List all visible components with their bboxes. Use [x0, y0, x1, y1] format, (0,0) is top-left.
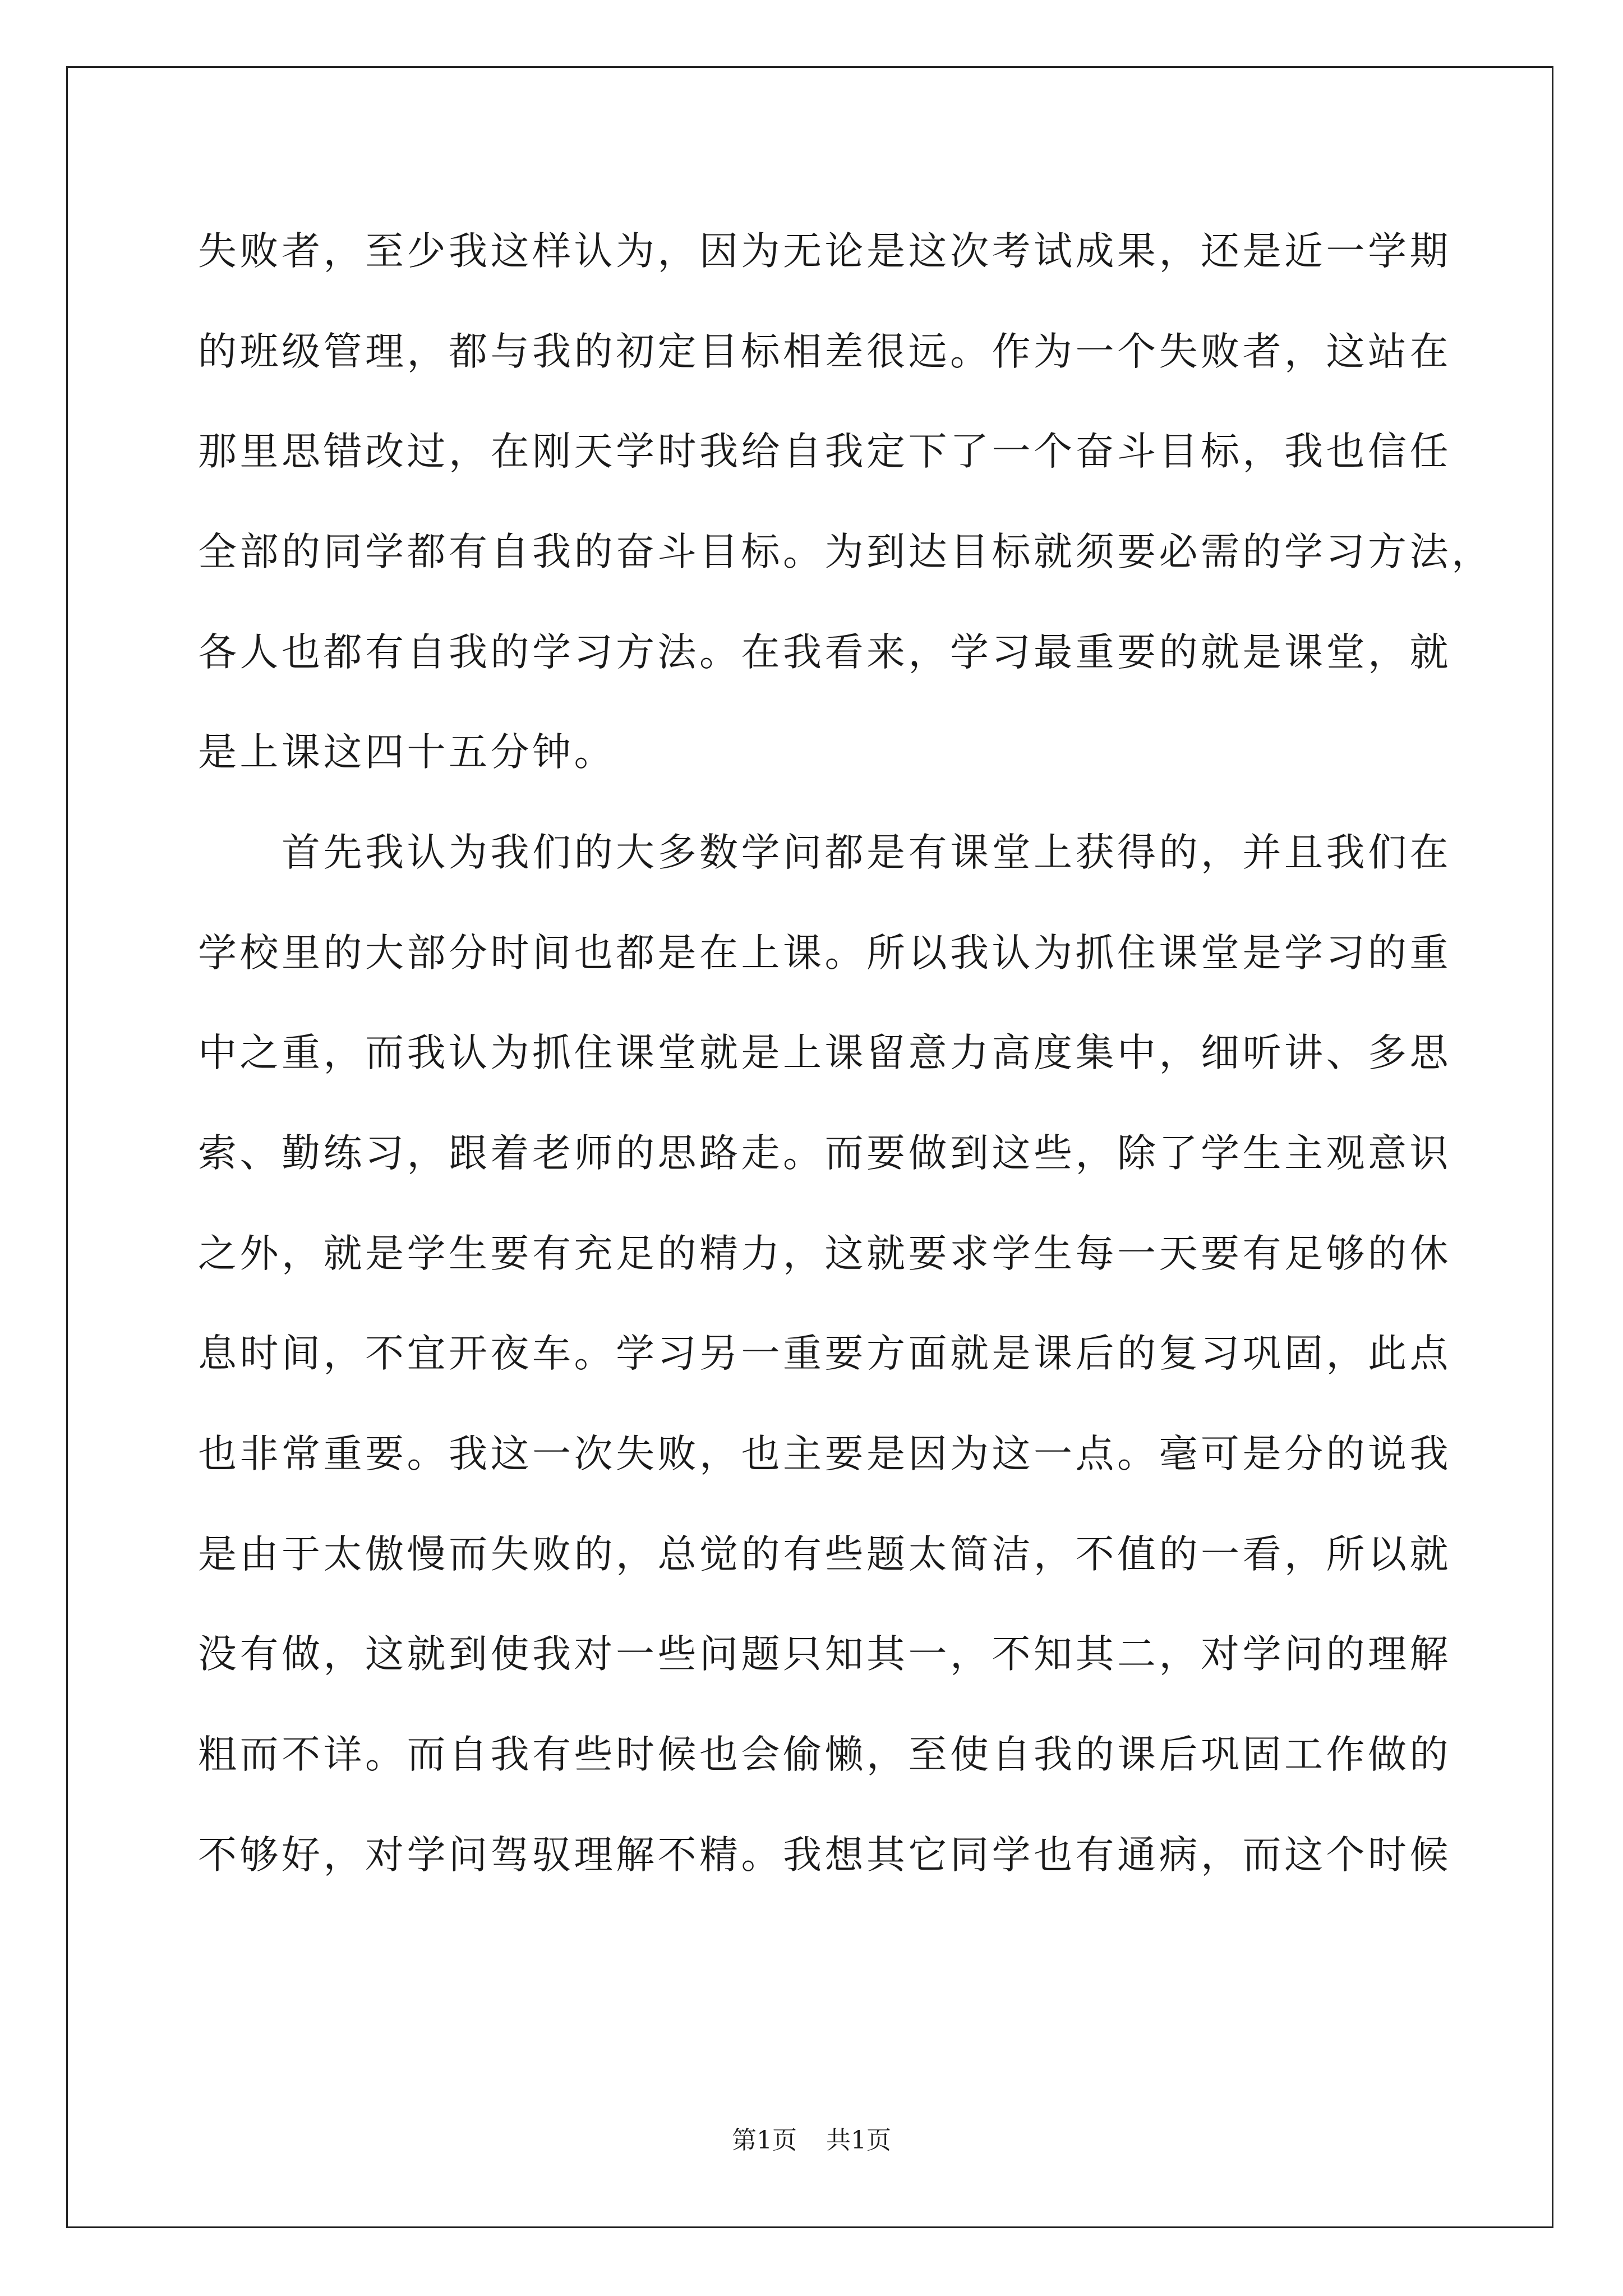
- text-line: 首先我认为我们的大多数学问都是有课堂上获得的，并且我们在: [282, 830, 1451, 875]
- text-line: 各人也都有自我的学习方法。在我看来，学习最重要的就是课堂，就: [198, 630, 1451, 675]
- text-line: 息时间，不宜开夜车。学习另一重要方面就是课后的复习巩固，此点: [198, 1331, 1451, 1376]
- text-line: 是由于太傲慢而失败的，总觉的有些题太简洁，不值的一看，所以就: [198, 1532, 1451, 1577]
- text-line: 学校里的大部分时间也都是在上课。所以我认为抓住课堂是学习的重: [198, 931, 1451, 976]
- text-line: 全部的同学都有自我的奋斗目标。为到达目标就须要必需的学习方法，: [198, 530, 1493, 574]
- text-line: 之外，就是学生要有充足的精力，这就要求学生每一天要有足够的休: [198, 1231, 1451, 1276]
- text-line: 的班级管理，都与我的初定目标相差很远。作为一个失败者，这站在: [198, 329, 1451, 374]
- page-number: 第1页: [732, 2126, 797, 2155]
- page-footer: [0, 2125, 1623, 2156]
- text-line: 没有做，这就到使我对一些问题只知其一，不知其二，对学问的理解: [198, 1632, 1451, 1677]
- text-line: 也非常重要。我这一次失败，也主要是因为这一点。毫可是分的说我: [198, 1432, 1451, 1476]
- text-line: 粗而不详。而自我有些时候也会偷懒，至使自我的课后巩固工作做的: [198, 1732, 1451, 1777]
- text-line: 那里思错改过，在刚天学时我给自我定下了一个奋斗目标，我也信任: [198, 429, 1451, 474]
- text-line: 是上课这四十五分钟。: [198, 730, 616, 775]
- text-line: 失败者，至少我这样认为，因为无论是这次考试成果，还是近一学期: [198, 229, 1451, 274]
- text-line: 索、勤练习，跟着老师的思路走。而要做到这些，除了学生主观意识: [198, 1131, 1451, 1176]
- text-line: 不够好，对学问驾驭理解不精。我想其它同学也有通病，而这个时候: [198, 1833, 1451, 1878]
- page-total: 共1页: [826, 2126, 891, 2155]
- text-line: 中之重，而我认为抓住课堂就是上课留意力高度集中，细听讲、多思: [198, 1030, 1451, 1075]
